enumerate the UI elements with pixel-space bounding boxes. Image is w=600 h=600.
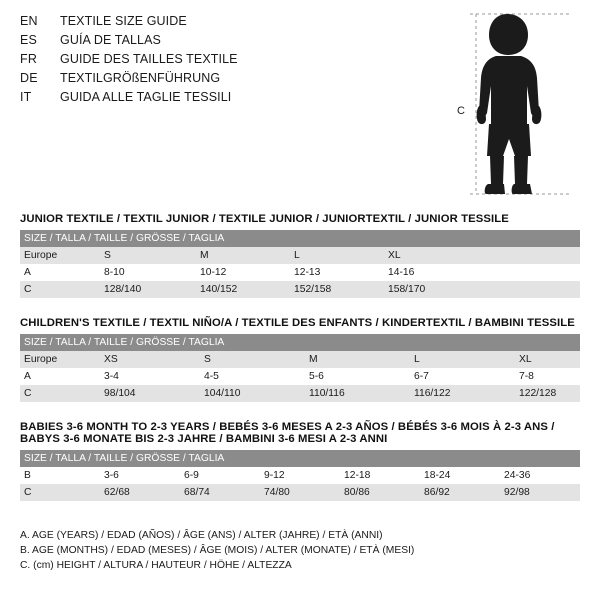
table-junior-row-c-v3: 158/170 bbox=[388, 281, 482, 298]
table-junior-row-a-v3: 14-16 bbox=[388, 264, 482, 281]
table-junior-row-a-label: A bbox=[20, 264, 104, 281]
table-childrens-row-c-v0: 98/104 bbox=[104, 385, 204, 402]
table-childrens-row-a-v4: 7-8 bbox=[519, 368, 580, 385]
table-junior-size-header bbox=[20, 230, 580, 247]
language-row-en bbox=[20, 14, 440, 33]
table-babies-row-c-v1: 68/74 bbox=[184, 484, 264, 501]
table-junior-col-l: L bbox=[294, 247, 388, 264]
table-junior-size-header-label: SIZE / TALLA / TAILLE / GRÖSSE / TAGLIA bbox=[20, 230, 580, 247]
table-junior-col-xl: XL bbox=[388, 247, 482, 264]
table-babies-row-b-v3: 12-18 bbox=[344, 467, 424, 484]
language-title-de: TEXTILGRÖßENFÜHRUNG bbox=[60, 71, 221, 85]
table-row bbox=[20, 385, 580, 402]
table-babies-row-b-v5: 24-36 bbox=[504, 467, 580, 484]
table-junior-row-a-v1: 10-12 bbox=[200, 264, 294, 281]
table-childrens-row-a-label: A bbox=[20, 368, 104, 385]
language-row-it bbox=[20, 90, 440, 109]
table-junior-column-header bbox=[20, 247, 580, 264]
table-junior-col-m: M bbox=[200, 247, 294, 264]
table-babies-row-c-v5: 92/98 bbox=[504, 484, 580, 501]
table-junior-row-c-label: C bbox=[20, 281, 104, 298]
section-junior-textile bbox=[20, 213, 580, 298]
table-babies-row-c-v2: 74/80 bbox=[264, 484, 344, 501]
table-row bbox=[20, 281, 580, 298]
table-junior-row-a-v4 bbox=[482, 264, 580, 281]
table-babies bbox=[20, 450, 580, 501]
footnote-age-months: B. AGE (MONTHS) / EDAD (MESES) / ÂGE (MOIS) / ALTER (MONATE) / ETÀ (MESI) bbox=[20, 545, 415, 556]
table-childrens-row-a-v1: 4-5 bbox=[204, 368, 309, 385]
footnote-age-years: A. AGE (YEARS) / EDAD (AÑOS) / ÂGE (ANS) / ALTER (JAHRE) / ETÀ (ANNI) bbox=[20, 530, 383, 541]
section-title-babies: BABIES 3-6 MONTH TO 2-3 YEARS / BEBÉS 3-6 MESES A 2-3 AÑOS / BÉBÉS 3-6 MOIS À 2-3 ANS / BABYS 3-6 MONATE BIS 2-3 JAHRE / BAMBINI 3-6 MESI A 2-3 ANNI bbox=[20, 421, 555, 445]
table-babies-row-b-v4: 18-24 bbox=[424, 467, 504, 484]
language-row-de bbox=[20, 71, 440, 90]
child-silhouette-illustration bbox=[452, 6, 592, 201]
section-title-junior: JUNIOR TEXTILE / TEXTIL JUNIOR / TEXTILE JUNIOR / JUNIORTEXTIL / JUNIOR TESSILE bbox=[20, 213, 509, 225]
table-junior-row-a-v0: 8-10 bbox=[104, 264, 200, 281]
legend-footnotes bbox=[20, 528, 580, 573]
table-babies-row-c-v3: 80/86 bbox=[344, 484, 424, 501]
table-junior-col-s: S bbox=[104, 247, 200, 264]
table-junior-row-a-v2: 12-13 bbox=[294, 264, 388, 281]
language-code-es: ES bbox=[20, 33, 38, 47]
table-babies-row-b-v1: 6-9 bbox=[184, 467, 264, 484]
table-babies-size-header bbox=[20, 450, 580, 467]
table-babies-row-c-v0: 62/68 bbox=[104, 484, 184, 501]
table-childrens-row-c-v1: 104/110 bbox=[204, 385, 309, 402]
table-childrens-col-l: L bbox=[414, 351, 519, 368]
language-row-es bbox=[20, 33, 440, 52]
language-header bbox=[20, 14, 440, 109]
table-row bbox=[20, 467, 580, 484]
table-childrens-col-m: M bbox=[309, 351, 414, 368]
table-childrens-row-c-v2: 110/116 bbox=[309, 385, 414, 402]
language-row-fr bbox=[20, 52, 440, 71]
table-junior-col-empty bbox=[482, 247, 580, 264]
language-code-en: EN bbox=[20, 14, 38, 28]
table-childrens-column-header bbox=[20, 351, 580, 368]
table-row bbox=[20, 264, 580, 281]
table-babies-row-c-v4: 86/92 bbox=[424, 484, 504, 501]
table-childrens-col-xl: XL bbox=[519, 351, 580, 368]
table-childrens-row-c-label: C bbox=[20, 385, 104, 402]
table-childrens-row-a-v3: 6-7 bbox=[414, 368, 519, 385]
language-code-de: DE bbox=[20, 71, 38, 85]
table-childrens-row-c-v3: 116/122 bbox=[414, 385, 519, 402]
language-code-it: IT bbox=[20, 90, 32, 104]
table-childrens-row-c-v4: 122/128 bbox=[519, 385, 580, 402]
table-junior-row-c-v4 bbox=[482, 281, 580, 298]
table-junior-row-c-v2: 152/158 bbox=[294, 281, 388, 298]
table-row bbox=[20, 368, 580, 385]
section-babies-textile bbox=[20, 421, 580, 501]
table-childrens-col-s: S bbox=[204, 351, 309, 368]
language-title-fr: GUIDE DES TAILLES TEXTILE bbox=[60, 52, 238, 66]
table-babies-row-b-label: B bbox=[20, 467, 104, 484]
table-childrens-size-header bbox=[20, 334, 580, 351]
figure-measure-label: C bbox=[457, 105, 465, 117]
section-title-childrens: CHILDREN'S TEXTILE / TEXTIL NIÑO/A / TEXTILE DES ENFANTS / KINDERTEXTIL / BAMBINI TESSILE bbox=[20, 317, 575, 329]
language-title-it: GUIDA ALLE TAGLIE TESSILI bbox=[60, 90, 232, 104]
language-title-en: TEXTILE SIZE GUIDE bbox=[60, 14, 187, 28]
language-title-es: GUÍA DE TALLAS bbox=[60, 33, 161, 47]
table-junior-row-c-v0: 128/140 bbox=[104, 281, 200, 298]
footnote-height-cm: C. (cm) HEIGHT / ALTURA / HAUTEUR / HÖHE / ALTEZZA bbox=[20, 560, 292, 571]
table-junior bbox=[20, 230, 580, 298]
table-childrens-size-header-label: SIZE / TALLA / TAILLE / GRÖSSE / TAGLIA bbox=[20, 334, 580, 351]
table-childrens bbox=[20, 334, 580, 402]
table-junior-col-europe: Europe bbox=[20, 247, 104, 264]
section-childrens-textile bbox=[20, 317, 580, 402]
table-babies-row-b-v2: 9-12 bbox=[264, 467, 344, 484]
table-babies-row-c-label: C bbox=[20, 484, 104, 501]
table-babies-row-b-v0: 3-6 bbox=[104, 467, 184, 484]
table-childrens-col-xs: XS bbox=[104, 351, 204, 368]
table-row bbox=[20, 484, 580, 501]
language-code-fr: FR bbox=[20, 52, 38, 66]
table-childrens-row-a-v2: 5-6 bbox=[309, 368, 414, 385]
table-childrens-col-europe: Europe bbox=[20, 351, 104, 368]
table-babies-size-header-label: SIZE / TALLA / TAILLE / GRÖSSE / TAGLIA bbox=[20, 450, 580, 467]
table-childrens-row-a-v0: 3-4 bbox=[104, 368, 204, 385]
table-junior-row-c-v1: 140/152 bbox=[200, 281, 294, 298]
